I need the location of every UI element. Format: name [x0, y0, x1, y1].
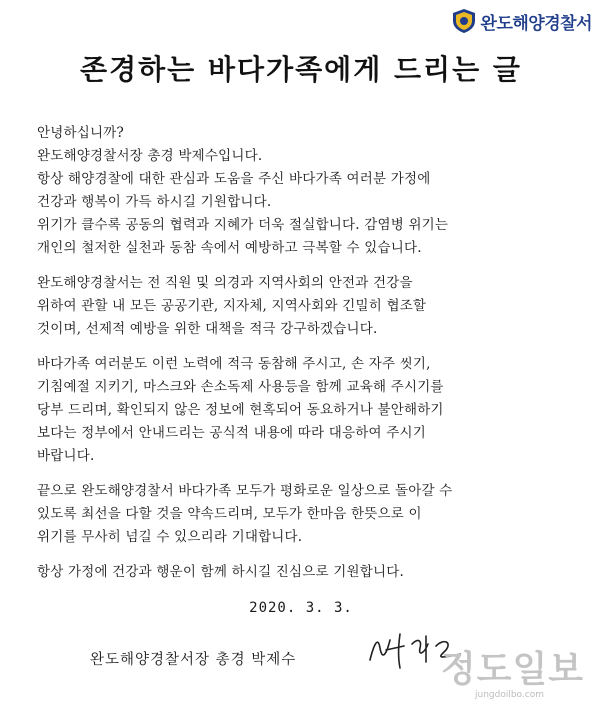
organization-name: 완도해양경찰서 — [480, 13, 592, 34]
paragraph — [37, 561, 577, 584]
text-line: 항상 해양경찰에 대한 관심과 도움을 주신 바다가족 여러분 가정에 — [37, 171, 431, 187]
signatory-line: 완도해양경찰서장 총경 박제수 — [90, 652, 297, 668]
text-line: 바랍니다. — [37, 448, 95, 464]
paragraph — [37, 480, 577, 549]
organization-logo — [451, 8, 592, 34]
letter-title: 존경하는 바다가족에게 드리는 글 — [80, 53, 522, 86]
paragraph — [37, 353, 577, 468]
text-line: 안녕하십니까? — [37, 125, 124, 141]
text-line: 위기가 클수록 공동의 협력과 지혜가 더욱 절실합니다. 감염병 위기는 — [37, 217, 449, 233]
text-line: 완도해양경찰서장 총경 박제수입니다. — [37, 148, 263, 164]
text-line: 위하여 관할 내 모든 공공기관, 지자체, 지역사회와 긴밀히 협조할 — [37, 298, 427, 314]
coast-guard-emblem-icon — [451, 8, 477, 34]
watermark — [441, 650, 584, 700]
text-line: 있도록 최선을 다할 것을 약속드리며, 모두가 한마음 한뜻으로 이 — [37, 506, 422, 522]
letter-body — [37, 122, 577, 596]
paragraph — [37, 122, 577, 260]
watermark-brand: 정도일보 — [440, 649, 584, 690]
text-line: 당부 드리며, 확인되지 않은 정보에 현혹되어 동요하거나 불안해하기 — [37, 402, 444, 418]
text-line: 개인의 철저한 실천과 동참 속에서 예방하고 극복할 수 있습니다. — [37, 240, 422, 256]
watermark-url: jungdoilbo.com — [475, 690, 544, 700]
text-line: 위기를 무사히 넘길 수 있으리라 기대합니다. — [37, 529, 303, 545]
text-line: 건강과 행복이 가득 하시길 기원합니다. — [37, 194, 272, 210]
text-line: 보다는 정부에서 안내드리는 공식적 내용에 따라 대응하여 주시기 — [37, 425, 426, 441]
paragraph — [37, 272, 577, 341]
text-line: 바다가족 여러분도 이런 노력에 적극 동참해 주시고, 손 자주 씻기, — [37, 356, 431, 372]
text-line: 완도해양경찰서는 전 직원 및 의경과 지역사회의 안전과 건강을 — [37, 275, 413, 291]
text-line: 기침예절 지키기, 마스크와 손소독제 사용등을 함께 교육해 주시기를 — [37, 379, 444, 395]
text-line: 끝으로 완도해양경찰서 바다가족 모두가 평화로운 일상으로 돌아갈 수 — [37, 483, 453, 499]
text-line: 항상 가정에 건강과 행운이 함께 하시길 진심으로 기원합니다. — [37, 564, 404, 580]
letter-date: 2020. 3. 3. — [249, 600, 353, 616]
text-line: 것이며, 선제적 예방을 위한 대책을 적극 강구하겠습니다. — [37, 321, 378, 337]
